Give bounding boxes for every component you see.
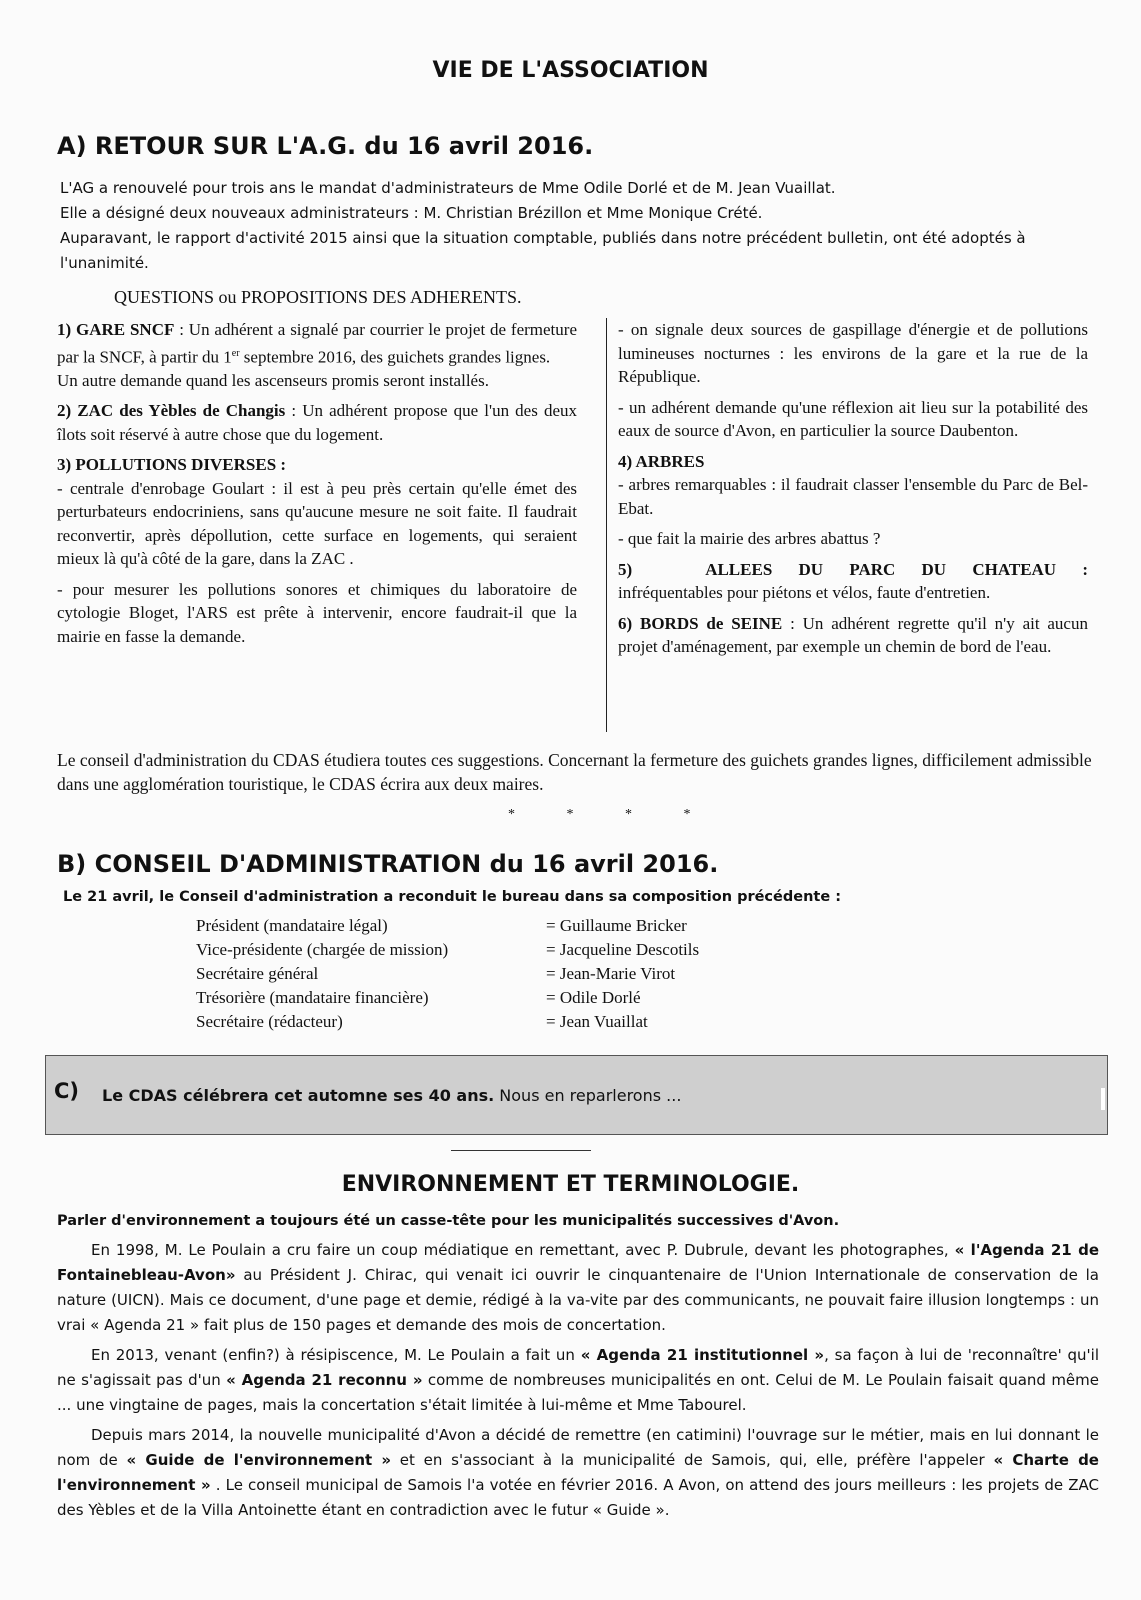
column-divider — [606, 318, 607, 732]
bureau-row: Secrétaire (rédacteur) = Jean Vuaillat — [196, 1012, 648, 1031]
separator-stars: * * * * — [508, 807, 715, 822]
item-arbres-title: 4) ARBRES — [618, 451, 705, 471]
bureau-row: Vice-présidente (chargée de mission) = Jacqueline Descotils — [196, 940, 700, 959]
section-c-text: Le CDAS célébrera cet automne ses 40 ans. Nous en reparlerons ... — [102, 1086, 682, 1105]
paragraph: Depuis mars 2014, la nouvelle municipalité d'Avon a décidé de remettre (en catimini) l'ouvrage sur le métier, mais en lui donnant le nom de « Guide de l'environnement » et en s'associant à la municipalité de Samois, qui, elle, préfère l'appeler « Charte de l'environnement » . Le conseil municipal de Samois l'a votée en février 2016. A Avon, on attend des jours meilleurs : les projets de ZAC des Yèbles et de la Villa Antoinette étant en contradiction avec le futur « Guide ». — [57, 1426, 1099, 1519]
item-pollutions-title: 3) POLLUTIONS DIVERSES : — [57, 455, 287, 475]
item-gare-sncf: 1) GARE SNCF : Un adhérent a signalé par courrier le projet de fermeture par la SNCF, à partir du 1er septembre 2016, des guichets grandes lignes. Un autre demande quand les ascenseurs promis seront installés. — [57, 320, 577, 390]
section-c-banner — [45, 1055, 1108, 1135]
item-bords-seine: 6) BORDS de SEINE : Un adhérent regrette qu'il n'y ait aucun projet d'aménagement, par exemple un chemin de bord de l'eau. — [618, 613, 1088, 656]
paragraph: En 2013, venant (enfin?) à résipiscence, M. Le Poulain a fait un « Agenda 21 institutionnel », sa façon à lui de 'reconnaître' qu'il ne s'agissait pas d'un « Agenda 21 reconnu » comme de nombreuses municipalités en ont. Celui de M. Le Poulain faisait quand même ... une vingtaine de pages, mais la concertation s'était limitée à lui-même et Mme Tabourel. — [57, 1346, 1100, 1414]
intro-line: Auparavant, le rapport d'activité 2015 ainsi que la situation comptable, publiés dans notre précédent bulletin, ont été adoptés à l'unanimité. — [60, 229, 1026, 272]
section-b-heading: B) CONSEIL D'ADMINISTRATION du 16 avril 2016. — [57, 850, 719, 878]
section-c-label: C) — [54, 1079, 80, 1103]
item-pollutions-p2: - pour mesurer les pollutions sonores et chimiques du laboratoire de cytologie Bloget, l'ARS est prête à intervenir, encore faudrait-il que la mairie en fasse la demande. — [57, 579, 577, 646]
intro-line: L'AG a renouvelé pour trois ans le mandat d'administrateurs de Mme Odile Dorlé et de M. Jean Vuaillat. — [60, 179, 836, 197]
item-allees: 5) ALLEES DU PARC DU CHATEAU : infréquentables pour piétons et vélos, faute d'entretien. — [618, 559, 1088, 602]
item-arbres-p2: - que fait la mairie des arbres abattus ? — [618, 529, 881, 548]
item-water: - un adhérent demande qu'une réflexion ait lieu sur la potabilité des eaux de source d'Avon, en particulier la source Daubenton. — [618, 397, 1088, 440]
section-a-heading: A) RETOUR SUR L'A.G. du 16 avril 2016. — [57, 132, 594, 160]
item-zac: 2) ZAC des Yèbles de Changis : Un adhérent propose que l'un des deux îlots soit réservé à autre chose que du logement. — [57, 401, 577, 444]
environment-subheading: Parler d'environnement a toujours été un casse-tête pour les municipalités successives d'Avon. — [57, 1213, 840, 1229]
section-a-intro — [60, 176, 1080, 276]
bureau-list — [196, 914, 699, 1034]
bureau-row: Trésorière (mandataire financière) = Odile Dorlé — [196, 988, 641, 1007]
left-column — [57, 318, 577, 655]
intro-line: Elle a désigné deux nouveaux administrateurs : M. Christian Brézillon et Mme Monique Crété. — [60, 204, 763, 222]
item-title: 6) BORDS de SEINE — [618, 613, 783, 633]
questions-heading: QUESTIONS ou PROPOSITIONS DES ADHERENTS. — [114, 287, 522, 307]
item-pollutions-p1: - centrale d'enrobage Goulart : il est à peu près certain qu'elle émet des perturbateurs endocriniens, sans qu'aucune mesure ne soit faite. Il faudrait reconvertir, après dépollution, cette surface en logements, qui seraient mieux là qu'à côté de la gare, dans la ZAC . — [57, 478, 577, 569]
bureau-row: Président (mandataire légal) = Guillaume Bricker — [196, 916, 687, 935]
item-title: 2) ZAC des Yèbles de Changis — [57, 401, 286, 421]
banner-edge-mark — [1101, 1088, 1105, 1110]
section-a-conclusion: Le conseil d'administration du CDAS étudiera toutes ces suggestions. Concernant la fermeture des guichets grandes lignes, difficilement admissible dans une agglomération touristique, le CDAS écrira aux deux maires. — [57, 750, 1092, 794]
environment-heading: ENVIRONNEMENT ET TERMINOLOGIE. — [341, 1172, 800, 1197]
paragraph: En 1998, M. Le Poulain a cru faire un coup médiatique en remettant, avec P. Dubrule, devant les photographes, « l'Agenda 21 de Fontainebleau-Avon» au Président J. Chirac, qui venait ici ouvrir le cinquantenaire de l'Union Internationale de conservation de la nature (UICN). Mais ce document, d'une page et demie, rédigé à la va-vite par des communicants, ne pouvait faire illusion longtemps : un vrai « Agenda 21 » fait plus de 150 pages et demande des mois de concertation. — [57, 1241, 1100, 1334]
section-b-subheading: Le 21 avril, le Conseil d'administration a reconduit le bureau dans sa composition précédente : — [63, 889, 842, 905]
item-arbres-p1: - arbres remarquables : il faudrait classer l'ensemble du Parc de Bel-Ebat. — [618, 475, 1088, 518]
right-column — [618, 318, 1088, 666]
divider-line — [451, 1150, 591, 1152]
item-energy: - on signale deux sources de gaspillage d'énergie et de pollutions lumineuses nocturnes : les environs de la gare et la rue de la République. — [618, 320, 1088, 386]
page-title: VIE DE L'ASSOCIATION — [432, 58, 709, 83]
environment-body — [57, 1238, 1099, 1528]
item-title: 1) GARE SNCF — [57, 320, 175, 339]
bureau-row: Secrétaire général = Jean-Marie Virot — [196, 964, 676, 983]
